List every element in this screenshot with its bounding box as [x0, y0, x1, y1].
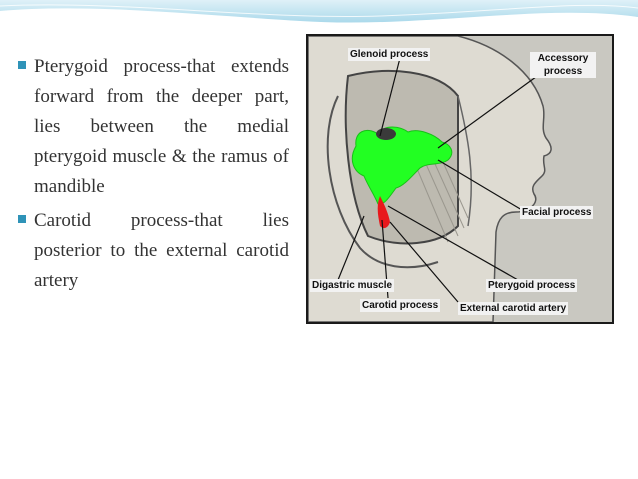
- header-wave-band: [0, 0, 638, 36]
- label-glenoid-process: Glenoid process: [350, 49, 429, 60]
- bullet-text: Carotid process-that lies posterior to the external carotid artery: [34, 210, 289, 291]
- label-pterygoid-process: Pterygoid process: [488, 280, 576, 291]
- ear-canal: [376, 128, 396, 140]
- bullet-list: [14, 52, 289, 300]
- label-digastric-muscle: Digastric muscle: [312, 280, 393, 291]
- bullet-marker-icon: [18, 61, 26, 69]
- label-facial-process: Facial process: [522, 207, 592, 218]
- bullet-marker-icon: [18, 215, 26, 223]
- bullet-item-pterygoid: [14, 52, 289, 202]
- bullet-item-carotid: [14, 206, 289, 296]
- label-carotid-process: Carotid process: [362, 300, 439, 311]
- parotid-anatomy-figure: [306, 34, 614, 324]
- label-external-carotid-artery: External carotid artery: [460, 303, 567, 314]
- bullet-text: Pterygoid process-that extends forward from the deeper part, lies between the medial pterygoid muscle & the ramus of mandible: [34, 56, 289, 197]
- label-accessory-process: Accessory process: [530, 52, 596, 78]
